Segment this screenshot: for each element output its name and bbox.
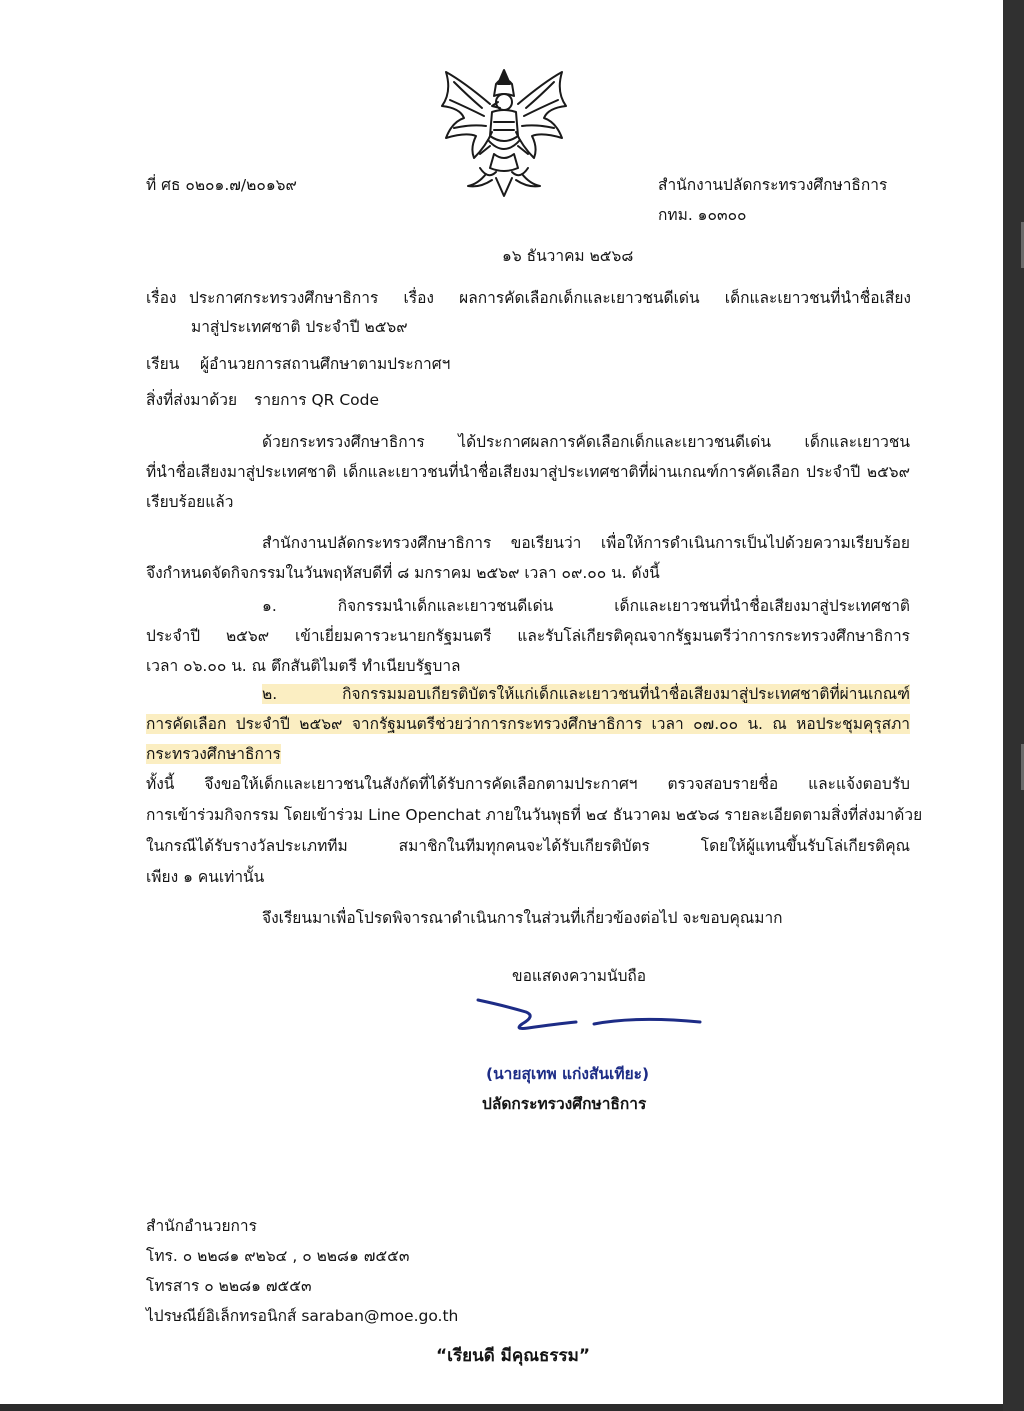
footer-telephone: โทร. ๐ ๒๒๘๑ ๙๒๖๔ , ๐ ๒๒๘๑ ๗๕๕๓: [146, 1247, 410, 1265]
item-2-line-2: การคัดเลือก ประจำปี ๒๕๖๙ จากรัฐมนตรีช่วยว่าการกระทรวงศึกษาธิการ เวลา ๐๗.๐๐ น. ณ หอประชุมคุรุสภา: [146, 715, 910, 733]
footer-office: สำนักอำนวยการ: [146, 1217, 257, 1235]
item-1-line-1: ๑. กิจกรรมนำเด็กและเยาวชนดีเด่น เด็กและเยาวชนที่นำชื่อเสียงมาสู่ประเทศชาติ: [262, 597, 910, 615]
handwritten-signature-icon: [466, 992, 706, 1042]
signer-name: (นายสุเทพ แก่งสันเทียะ): [486, 1065, 650, 1083]
enclosure-text: รายการ QR Code: [254, 391, 380, 409]
item-2-line-1: ๒. กิจกรรมมอบเกียรติบัตรให้แก่เด็กและเยาวชนที่นำชื่อเสียงมาสู่ประเทศชาติที่ผ่านเกณฑ์: [262, 685, 910, 703]
garuda-emblem-icon: [434, 62, 574, 200]
subject-line-1: ประกาศกระทรวงศึกษาธิการ เรื่อง ผลการคัดเลือกเด็กและเยาวชนดีเด่น เด็กและเยาวชนที่นำชื่อเสียง: [189, 289, 911, 307]
closing-regards: ขอแสดงความนับถือ: [512, 967, 647, 985]
subject-label: เรื่อง: [146, 289, 177, 307]
paragraph-1-line-3: เรียบร้อยแล้ว: [146, 493, 234, 511]
footer-email: ไปรษณีย์อิเล็กทรอนิกส์ saraban@moe.go.th: [146, 1307, 459, 1325]
item-1-line-2: ประจำปี ๒๕๖๙ เข้าเยี่ยมคารวะนายกรัฐมนตรี และรับโล่เกียรติคุณจากรัฐมนตรีว่าการกระทรวงศึกษาธิการ: [146, 627, 910, 645]
paragraph-2-line-2: จึงกำหนดจัดกิจกรรมในวันพฤหัสบดีที่ ๘ มกราคม ๒๕๖๙ เวลา ๐๙.๐๐ น. ดังนี้: [146, 564, 660, 582]
page-edge: [1003, 0, 1024, 1411]
office-postcode: กทม. ๑๐๓๐๐: [658, 206, 747, 224]
paragraph-4: จึงเรียนมาเพื่อโปรดพิจารณาดำเนินการในส่วนที่เกี่ยวข้องต่อไป จะขอบคุณมาก: [262, 909, 783, 927]
paragraph-1-line-1: ด้วยกระทรวงศึกษาธิการ ได้ประกาศผลการคัดเลือกเด็กและเยาวชนดีเด่น เด็กและเยาวชน: [262, 433, 910, 451]
to-label: เรียน: [146, 355, 180, 373]
paragraph-3-line-1: ทั้งนี้ จึงขอให้เด็กและเยาวชนในสังกัดที่ได้รับการคัดเลือกตามประกาศฯ ตรวจสอบรายชื่อ และแจ้งตอบรับ: [146, 775, 910, 793]
issuing-office: สำนักงานปลัดกระทรวงศึกษาธิการ: [658, 176, 888, 194]
motto: “เรียนดี มีคุณธรรม”: [436, 1346, 591, 1366]
item-2-line-3: กระทรวงศึกษาธิการ: [146, 745, 281, 763]
subject-line-2: มาสู่ประเทศชาติ ประจำปี ๒๕๖๙: [191, 318, 408, 336]
reference-number: ที่ ศธ ๐๒๐๑.๗/๒๐๑๖๙: [146, 176, 297, 194]
paragraph-1-line-2: ที่นำชื่อเสียงมาสู่ประเทศชาติ เด็กและเยาวชนที่นำชื่อเสียงมาสู่ประเทศชาติที่ผ่านเกณฑ์การคัดเลือก ประจำปี ๒๕๖๙: [146, 463, 910, 481]
letter-date: ๑๖ ธันวาคม ๒๕๖๘: [502, 247, 634, 265]
paragraph-3-line-4: เพียง ๑ คนเท่านั้น: [146, 868, 265, 886]
paragraph-3-line-2: การเข้าร่วมกิจกรรม โดยเข้าร่วม Line Openchat ภายในวันพุธที่ ๒๔ ธันวาคม ๒๕๖๘ รายละเอียดตามสิ่งที่ส่งมาด้วย: [146, 806, 923, 824]
enclosure-label: สิ่งที่ส่งมาด้วย: [146, 391, 238, 409]
item-1-line-3: เวลา ๐๖.๐๐ น. ณ ตึกสันติไมตรี ทำเนียบรัฐบาล: [146, 657, 461, 675]
to-recipient: ผู้อำนวยการสถานศึกษาตามประกาศฯ: [200, 355, 451, 373]
footer-fax: โทรสาร ๐ ๒๒๘๑ ๗๕๕๓: [146, 1277, 312, 1295]
signer-title: ปลัดกระทรวงศึกษาธิการ: [482, 1095, 647, 1113]
paragraph-2-line-1: สำนักงานปลัดกระทรวงศึกษาธิการ ขอเรียนว่า เพื่อให้การดำเนินการเป็นไปด้วยความเรียบร้อย: [262, 534, 910, 552]
paragraph-3-line-3: ในกรณีได้รับรางวัลประเภททีม สมาชิกในทีมทุกคนจะได้รับเกียรติบัตร โดยให้ผู้แทนขึ้นรับโล่เกียรติคุณ: [146, 837, 910, 855]
